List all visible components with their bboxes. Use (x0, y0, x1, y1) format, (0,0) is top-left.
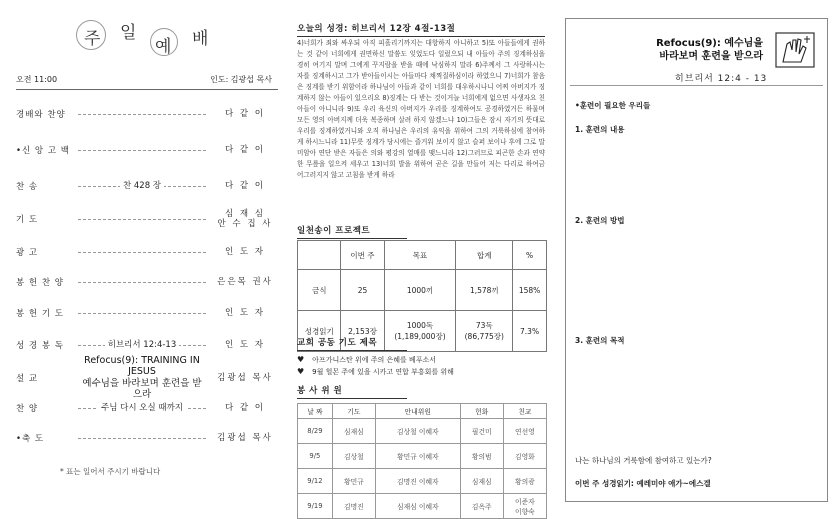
order-person (212, 340, 278, 350)
notes-point-2: 2. 훈련의 방법 (575, 216, 625, 225)
table-cell: 9/12 (298, 469, 333, 494)
table-cell: 황의광 (503, 469, 546, 494)
order-person-text: 인 도 자 (224, 307, 266, 318)
sermon-title-text: 예수님을 바라보며 훈련을 받으라 (82, 378, 202, 401)
weekly-reading: 이번 주 성경읽기: 예레미야 애가~에스겔 (575, 479, 711, 488)
table-row (298, 270, 547, 311)
order-label: 찬 송 (16, 182, 39, 192)
table-row (298, 469, 547, 494)
order-person (212, 145, 278, 155)
sermon-title-line: 바라보며 훈련을 받으라 (659, 51, 763, 62)
table-cell: 심재심 (460, 469, 503, 494)
order-person-text: 인 도 자 (224, 339, 266, 350)
dotted-leader (78, 219, 206, 220)
order-person-text: 김광섭 목사 (217, 372, 273, 383)
notes-frame (565, 18, 828, 502)
dotted-leader (78, 114, 206, 115)
order-label: 성 경 봉 독 (16, 341, 64, 351)
table-row (298, 444, 547, 469)
prayer-item: ♥ 아프가니스탄 위에 주의 은혜를 베푸소서 (297, 354, 547, 366)
notes-heading: •훈련이 필요한 우리들 (575, 101, 651, 110)
table-cell: 이준자 이향숙 (503, 494, 546, 519)
table-cell: 성경읽기 (298, 311, 341, 352)
order-content (78, 403, 206, 413)
table-header-cell: 친교 (503, 404, 546, 419)
order-content (78, 340, 206, 350)
order-row (16, 136, 278, 164)
order-label: 봉 헌 찬 양 (16, 278, 64, 288)
order-person-text: 심 재 심 (224, 208, 266, 219)
order-row (16, 299, 278, 327)
order-label: •축 도 (16, 434, 45, 444)
service-leader: 인도: 김광섭 목사 (210, 75, 272, 84)
scripture-title: 오늘의 성경: 히브리서 12장 4절-13절 (297, 22, 545, 37)
order-person (212, 433, 278, 443)
table-cell: 1000끼 (384, 270, 456, 311)
table-cell: 황의범 (460, 444, 503, 469)
table-cell: 황민규 이혜자 (375, 444, 460, 469)
title-char: 일 (120, 23, 137, 43)
order-person-text: 다 같 이 (224, 180, 266, 191)
title-char: 배 (192, 29, 209, 49)
order-content-text: 주님 다시 오실 때까지 (98, 403, 186, 413)
table-cell: 9/19 (298, 494, 333, 519)
order-row (16, 205, 278, 233)
table-row (298, 419, 547, 444)
dotted-leader (78, 150, 206, 151)
title-char: 주 (84, 29, 101, 49)
order-person (212, 109, 278, 119)
order-row (16, 172, 278, 200)
table-cell: 158% (513, 270, 547, 311)
order-row (16, 100, 278, 128)
praying-hands-icon (775, 32, 815, 68)
table-cell: 김영화 (503, 444, 546, 469)
table-cell: 2,153장 (341, 311, 384, 352)
order-person-text: 안 수 집 사 (217, 219, 273, 229)
table-cell: 김명진 (332, 494, 375, 519)
order-label: 경배와 찬양 (16, 110, 66, 120)
order-row (16, 424, 278, 452)
order-person (212, 277, 278, 287)
table-header-cell: 기도 (332, 404, 375, 419)
worship-order-panel (0, 0, 283, 507)
table-cell: 25 (341, 270, 384, 311)
service-committee-title: 봉 사 위 원 (297, 384, 407, 399)
order-row (16, 394, 278, 422)
table-cell: 심재심 이혜자 (375, 494, 460, 519)
table-cell: 금식 (298, 270, 341, 311)
table-cell: 심재심 (332, 419, 375, 444)
prayer-list (297, 354, 547, 378)
order-row (16, 238, 278, 266)
service-time: 오전 11:00 (16, 75, 58, 84)
project-title: 일천송이 프로젝트 (297, 224, 407, 239)
order-person-text: 다 같 이 (224, 108, 266, 119)
table-header-row (298, 404, 547, 419)
order-person-text: 은은목 권사 (217, 276, 273, 287)
table-header-cell: 안내위원 (375, 404, 460, 419)
order-label: 기 도 (16, 215, 39, 225)
prayer-title: 교회 공동 기도 제목 (297, 336, 407, 351)
reflection-question: 나는 하나님의 거룩함에 참여하고 있는가? (575, 456, 712, 465)
table-cell: 8/29 (298, 419, 333, 444)
order-person (212, 308, 278, 318)
table-header-cell: 목표 (384, 241, 456, 270)
order-person (212, 373, 278, 383)
order-label: •신 앙 고 백 (16, 146, 70, 156)
standing-note: * 표는 일어서 주시기 바랍니다 (60, 467, 161, 476)
dotted-leader (78, 438, 206, 439)
table-cell: 김상철 (332, 444, 375, 469)
table-cell: 김옥주 (460, 494, 503, 519)
table-cell: 73독 (86,775장) (456, 311, 513, 352)
service-meta (16, 74, 278, 90)
table-header-cell (298, 241, 341, 270)
table-cell: 필건미 (460, 419, 503, 444)
table-cell: 9/5 (298, 444, 333, 469)
dotted-leader (78, 313, 206, 314)
scripture-text: 4)너희가 죄와 싸우되 아직 피흘리기까지는 대항하지 아니하고 5)또 아들들에게 권하는 것 같이 너희에게 권면하신 말씀도 잊었도다 일렀으되 내 아들아 주의 징계하심을 경히 여기지 말며 그에게 꾸지람을 받을 때에 낙심하지 말라 6)주께서 그 사랑하시는 자를 징계하시고 그가 받아들이시는 아들마다 채찍질하심이라 하였으니 7)너희가 참음은 징계를 받기 위함이라 하나님이 아들과 같이 너희를 대우하시나니 어찌 아버지가 징계하지 않는 아들이 있으리요 8)징계는 다 받는 것이거늘 너희에게 없으면 사생자요 친아들이 아니니라 9)또 우리 육신의 아버지가 우리를 징계하여도 공경하였거든 하물며 모든 영의 아버지께 더욱 복종하며 살려 하지 않겠느냐 10)그들은 잠시 자기의 뜻대로 우리를 징계하였거니와 오직 하나님은 우리의 유익을 위하여 그의 거룩하심에 참여하게 하시느니라 11)무릇 징계가 당시에는 즐거워 보이지 않고 슬퍼 보이나 후에 그로 말미암아 연단 받은 자들은 의와 평강의 열매를 맺느니라 12)그러므로 피곤한 손과 연약한 무릎을 일으켜 세우고 13)너희 발을 위하여 곧은 길을 만들어 저는 다리로 하여금 어그러지지 않고 고침을 받게 하라 (297, 39, 545, 179)
table-cell: 1000독 (1,189,000장) (384, 311, 456, 352)
bulletin-title (70, 18, 220, 58)
order-content-text: 히브리서 12:4-13 (105, 340, 180, 350)
table-cell: 김명진 이혜자 (375, 469, 460, 494)
order-content (78, 181, 206, 191)
sermon-title (575, 37, 763, 63)
sermon-notes-panel (565, 0, 830, 507)
table-header-cell: 이번 주 (341, 241, 384, 270)
order-person-text: 인 도 자 (224, 246, 266, 257)
prayer-item: ♥ 9월 헐몬 주에 있을 시카고 연합 부흥회를 위해 (297, 366, 547, 378)
order-person (212, 247, 278, 257)
order-row (16, 355, 278, 401)
service-table (297, 403, 547, 519)
order-person-text: 김광섭 목사 (217, 432, 273, 443)
info-panel (283, 0, 558, 516)
table-cell: 연선영 (503, 419, 546, 444)
order-row (16, 268, 278, 296)
order-label: 찬 양 (16, 404, 39, 414)
notes-point-3: 3. 훈련의 목적 (575, 336, 625, 345)
table-header-cell: 합계 (456, 241, 513, 270)
order-content-text: 찬 428 장 (120, 181, 164, 191)
order-person (212, 181, 278, 191)
order-label: 광 고 (16, 248, 39, 258)
sermon-reference: 히브리서 12:4 - 13 (675, 74, 768, 84)
title-char: 예 (155, 37, 172, 57)
table-header-row (298, 241, 547, 270)
dotted-leader (78, 282, 206, 283)
order-person-text: 다 같 이 (224, 144, 266, 155)
notes-point-1: 1. 훈련의 내용 (575, 125, 625, 134)
divider (570, 85, 823, 86)
order-label: 봉 헌 기 도 (16, 309, 64, 319)
order-person (212, 209, 278, 229)
sermon-title-line: Refocus(9): 예수님을 (656, 38, 763, 49)
order-person (212, 403, 278, 413)
table-row (298, 494, 547, 519)
table-header-cell: 날 짜 (298, 404, 333, 419)
table-header-cell: % (513, 241, 547, 270)
table-cell: 김상철 이혜자 (375, 419, 460, 444)
dotted-leader (78, 252, 206, 253)
order-person-text: 다 같 이 (224, 402, 266, 413)
table-header-cell: 헌화 (460, 404, 503, 419)
order-label: 설 교 (16, 374, 39, 384)
table-cell: 7.3% (513, 311, 547, 352)
table-cell: 1,578끼 (456, 270, 513, 311)
sermon-title-text: Refocus(9): TRAINING IN JESUS (84, 355, 200, 378)
table-cell: 황민규 (332, 469, 375, 494)
